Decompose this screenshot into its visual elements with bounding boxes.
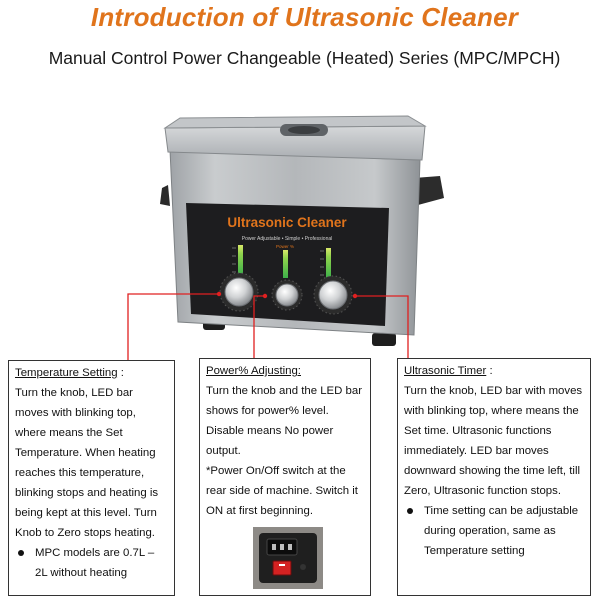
power-knob — [276, 284, 298, 306]
timer-bullet: Time setting can be adjustable during operation, same as Temperature setting — [404, 501, 584, 561]
timer-heading: Ultrasonic Timer : — [404, 365, 493, 377]
timer-description: Turn the knob, LED bar with moves with blinking top, where means the Set time. Ultrasonic functions immediately. LED bar moves downward showing the time left, till Zero, Ultrasonic function stops. — [404, 385, 583, 497]
temperature-knob — [225, 278, 253, 306]
panel-tagline-text: Power Adjustable • Simple • Professional — [241, 236, 333, 242]
power-adjusting-box — [199, 358, 371, 596]
temperature-description: Turn the knob, LED bar moves with blinking top, where means the Set Temperature. When heating reaches this temperature, blinking stops and heating is being kept at this level. Turn Knob to Zero stops heating. — [15, 387, 159, 539]
temperature-bullet: MPC models are 0.7L – 2L without heating — [15, 543, 168, 583]
timer-knob — [319, 281, 347, 309]
timer-notes — [404, 501, 584, 561]
page-title: Introduction of Ultrasonic Cleaner — [90, 2, 519, 32]
panel-gauge-label-text: Power % — [275, 244, 295, 249]
temperature-setting-box — [8, 360, 175, 596]
page-subtitle: Manual Control Power Changeable (Heated) Series (MPC/MPCH) — [48, 48, 561, 68]
power-switch-note: *Power On/Off switch at the rear side of machine. Switch it ON at first beginning. — [206, 465, 358, 517]
panel-brand-text: Ultrasonic Cleaner — [227, 215, 347, 230]
power-description: Turn the knob and the LED bar shows for power% level. Disable means No power output. — [206, 385, 362, 457]
temperature-notes — [15, 543, 168, 583]
power-heading: Power% Adjusting: — [206, 365, 301, 377]
ultrasonic-timer-box — [397, 358, 591, 596]
temperature-heading: Temperature Setting : — [15, 367, 124, 379]
power-switch-photo — [253, 527, 323, 589]
